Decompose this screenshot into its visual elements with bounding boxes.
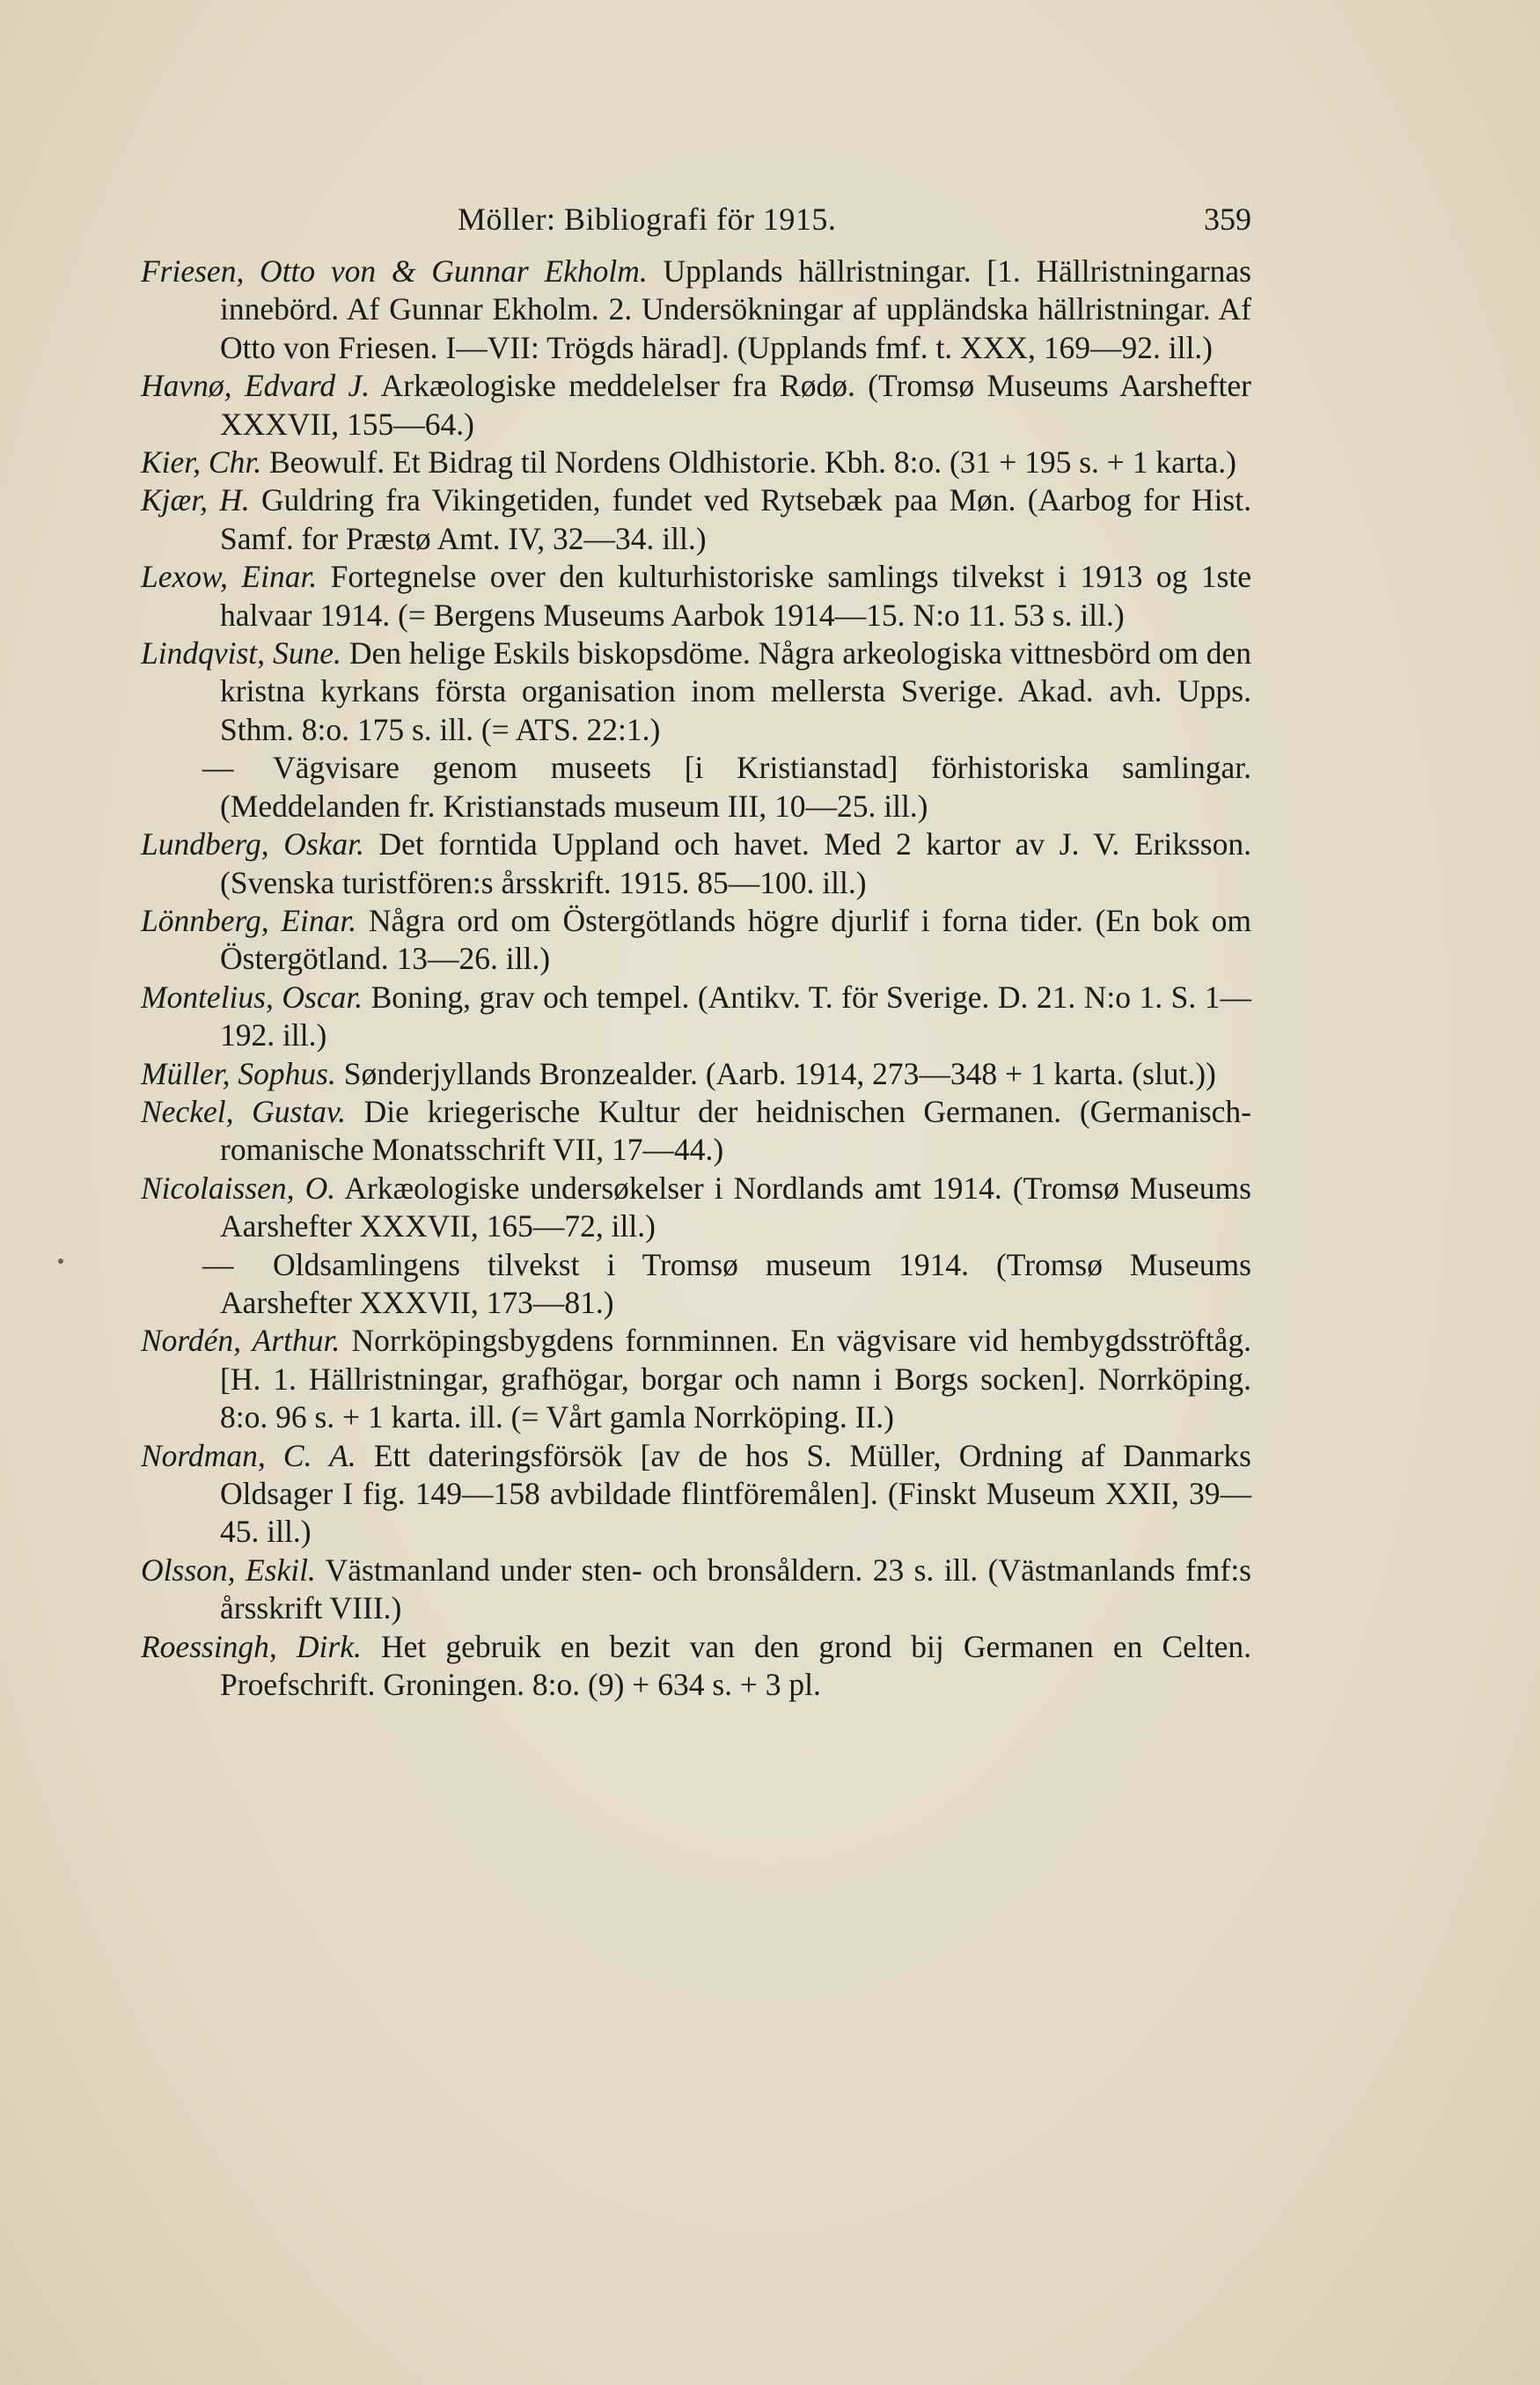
ditto-dash: — [202, 750, 234, 786]
entry-text: Det forntida Uppland och havet. Med 2 kartor av J. V. Eriksson. (Svenska turistfören:s årsskrift. 1915. 85—100. ill.) [220, 826, 1251, 900]
entry-text: Arkæologiske meddelelser fra Rødø. (Tromsø Museums Aarshefter XXXVII, 155—64.) [220, 368, 1251, 442]
bibliography-entry [141, 749, 1251, 826]
entry-author: Nordén, Arthur. [141, 1323, 341, 1359]
entry-author: Kier, Chr. [141, 444, 262, 481]
entry-author: Neckel, Gustav. [141, 1093, 346, 1129]
margin-mark [58, 1259, 63, 1264]
entry-author: Lexow, Einar. [141, 559, 318, 595]
entry-text: Fortegnelse over den kulturhistoriske samlings tilvekst i 1913 og 1ste halvaar 1914. (= Bergens Museums Aarbok 1914—15. N:o 11. 53 s. ill.) [220, 559, 1251, 633]
bibliography-entry [141, 1437, 1251, 1552]
entry-text: Sønderjyllands Bronzealder. (Aarb. 1914, 273—348 + 1 karta. (slut.)) [343, 1055, 1216, 1091]
bibliography-entry [141, 1093, 1251, 1170]
entry-author: Havnø, Edvard J. [141, 368, 370, 404]
entry-author: Lönnberg, Einar. [141, 902, 357, 938]
entry-text: Vägvisare genom museets [i Kristianstad] förhistoriska samlingar. (Meddelanden fr. Kristianstads museum III, 10—25. ill.) [220, 750, 1251, 824]
entry-text: Het gebruik en bezit van den grond bij Germanen en Celten. Proefschrift. Groningen. 8:o. (9) + 634 s. + 3 pl. [220, 1628, 1252, 1703]
entry-text: Arkæologiske undersøkelser i Nordlands amt 1914. (Tromsø Museums Aarshefter XXXVII, 165—72, ill.) [220, 1170, 1251, 1244]
bibliography-entry [141, 1246, 1251, 1323]
entry-author: Nicolaissen, O. [141, 1170, 336, 1206]
bibliography-entry [141, 1055, 1251, 1093]
ditto-dash: — [202, 1246, 234, 1282]
entry-text: Oldsamlingens tilvekst i Tromsø museum 1914. (Tromsø Museums Aarshefter XXXVII, 173—81.) [220, 1246, 1251, 1320]
entry-text: Några ord om Östergötlands högre djurlif i forna tider. (En bok om Östergötland. 13—26. ill.) [220, 902, 1251, 977]
entry-author: Nordman, C. A. [141, 1437, 356, 1473]
bibliography-entry [141, 481, 1251, 558]
entry-text: Västmanland under sten- och bronsåldern. 23 s. ill. (Västmanlands fmf:s årsskrift VIII.) [220, 1552, 1252, 1626]
entry-author: Lindqvist, Sune. [141, 635, 341, 671]
entry-text: Den helige Eskils biskopsdöme. Några arkeologiska vittnesbörd om den kristna kyrkans första organisation inom mellersta Sverige. Akad. avh. Upps. Sthm. 8:o. 175 s. ill. (= ATS. 22:1.) [220, 635, 1252, 747]
entry-text: Beowulf. Et Bidrag til Nordens Oldhistorie. Kbh. 8:o. (31 + 195 s. + 1 karta.) [269, 444, 1236, 481]
page-number: 359 [1204, 202, 1251, 237]
entry-text: Die kriegerische Kultur der heidnischen Germanen. (Germanisch-romanische Monatsschrift VII, 17—44.) [220, 1093, 1251, 1168]
entry-author: Roessingh, Dirk. [141, 1628, 362, 1664]
entry-text: Boning, grav och tempel. (Antikv. T. för Sverige. D. 21. N:o 1. S. 1—192. ill.) [220, 979, 1252, 1053]
bibliography-entry [141, 558, 1251, 635]
bibliography-entry [141, 902, 1251, 979]
running-title: Möller: Bibliografi för 1915. [458, 202, 837, 237]
entry-text: Guldring fra Vikingetiden, fundet ved Rytsebæk paa Møn. (Aarbog for Hist. Samf. for Præstø Amt. IV, 32—34. ill.) [220, 482, 1251, 556]
bibliography-entry [141, 1628, 1251, 1705]
entry-text: Norrköpingsbygdens fornminnen. En vägvisare vid hembygdsströftåg. [H. 1. Hällristningar, grafhögar, borgar och namn i Borgs socken]. Norrköping. 8:o. 96 s. + 1 karta. ill. (= Vårt gamla Norrköping. II.) [220, 1323, 1251, 1435]
bibliography-entry [141, 635, 1251, 749]
entry-text: Ett dateringsförsök [av de hos S. Müller, Ordning af Danmarks Oldsager I fig. 149—158 avbildade flintföremålen]. (Finskt Museum XXII, 39—45. ill.) [220, 1437, 1251, 1550]
entry-author: Kjær, H. [141, 482, 250, 518]
entry-author: Lundberg, Oskar. [141, 826, 364, 862]
entry-author: Friesen, Otto von & Gunnar Ekholm. [141, 253, 648, 289]
entry-text: Upplands hällristningar. [1. Hällristningarnas innebörd. Af Gunnar Ekholm. 2. Undersökningar af uppländska hällristningar. Af Otto von Friesen. I—VII: Trögds härad]. (Upplands fmf. t. XXX, 169—92. ill.) [220, 253, 1251, 365]
bibliography-entry [141, 444, 1251, 481]
entry-author: Montelius, Oscar. [141, 979, 363, 1015]
bibliography-entry [141, 253, 1251, 367]
entry-author: Olsson, Eskil. [141, 1552, 316, 1588]
bibliography-list [141, 253, 1251, 1704]
bibliography-entry [141, 1170, 1251, 1246]
bibliography-entry [141, 979, 1251, 1055]
bibliography-entry [141, 1552, 1251, 1628]
bibliography-entry [141, 367, 1251, 444]
bibliography-entry [141, 826, 1251, 902]
entry-author: Müller, Sophus. [141, 1055, 336, 1091]
bibliography-entry [141, 1322, 1251, 1436]
